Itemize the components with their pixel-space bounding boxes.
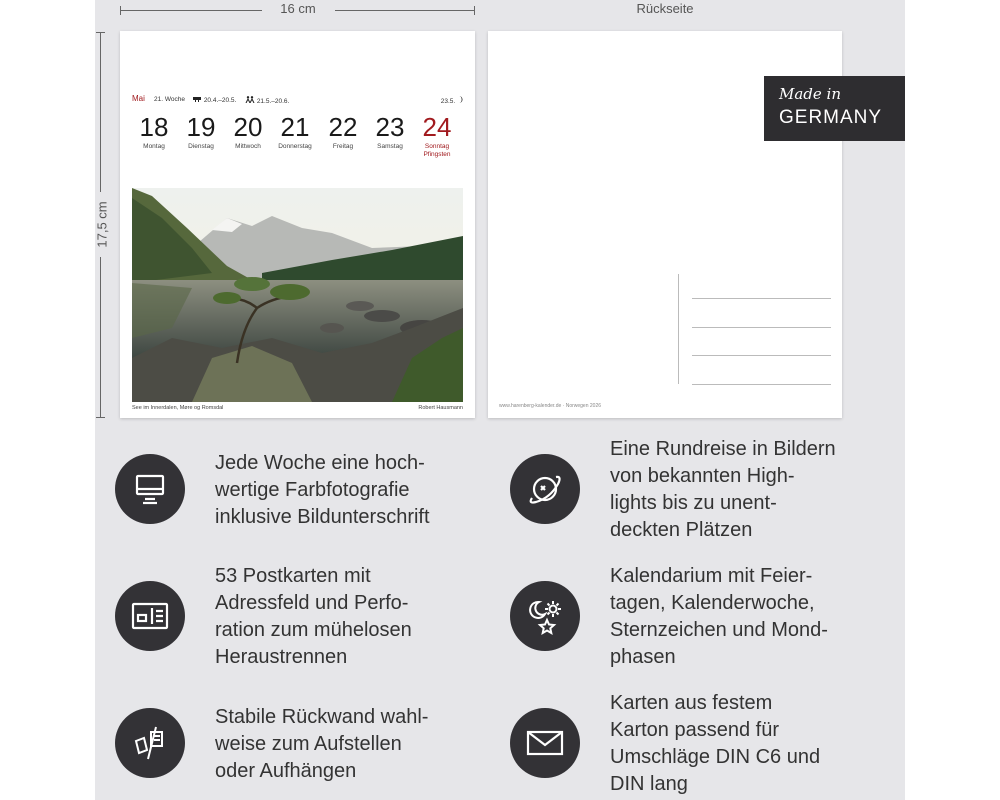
day-tuesday: 19 Dienstag [186, 112, 216, 150]
address-line [692, 355, 831, 356]
address-line [692, 327, 831, 328]
height-label: 17,5 cm [94, 201, 110, 248]
moon-icon [457, 96, 463, 103]
day-monday: 18 Montag [139, 112, 169, 150]
address-line [692, 384, 831, 385]
postcard-icon [115, 581, 185, 651]
day-saturday: 23 Samstag [375, 112, 405, 150]
moon-phase: 23.5. [441, 96, 463, 105]
week-label: 21. Woche [154, 96, 185, 103]
zodiac-taurus: 20.4.–20.5. [192, 96, 236, 104]
width-dimension [120, 0, 475, 20]
bull-icon [192, 96, 202, 102]
stand-card-icon [115, 708, 185, 778]
landscape-photo [132, 188, 463, 402]
twins-icon [245, 96, 255, 103]
badge-country: GERMANY [779, 107, 883, 128]
height-dimension [92, 32, 112, 418]
day-friday: 22 Freitag [328, 112, 358, 150]
week-days [132, 113, 465, 163]
calendar-meta-row [132, 95, 463, 107]
back-footer: www.harenberg-kalender.de · Norwegen 2026 [499, 403, 602, 409]
envelope-icon [510, 708, 580, 778]
day-sunday: 24 Sonntag Pfingsten [422, 112, 452, 158]
day-thursday: 21 Donnerstag [278, 112, 312, 150]
postcard-front [120, 31, 475, 418]
zodiac-gemini: 21.5.–20.6. [245, 96, 289, 105]
day-wednesday: 20 Mittwoch [233, 112, 263, 150]
width-label: 16 cm [280, 1, 316, 16]
monitor-icon [115, 454, 185, 524]
made-in-germany-badge [764, 76, 905, 141]
photo-credit: Robert Hausmann [418, 405, 463, 411]
photo-caption: See im Innerdalen, Møre og Romsdal Robert Hausmann [132, 405, 463, 411]
month-label: Mai [132, 94, 145, 103]
back-side-label: Rückseite [636, 1, 694, 16]
address-line [692, 298, 831, 299]
badge-made-in: Made in [779, 85, 842, 103]
globe-route-icon [510, 454, 580, 524]
moon-sun-star-icon [510, 581, 580, 651]
divider-line [678, 274, 679, 384]
